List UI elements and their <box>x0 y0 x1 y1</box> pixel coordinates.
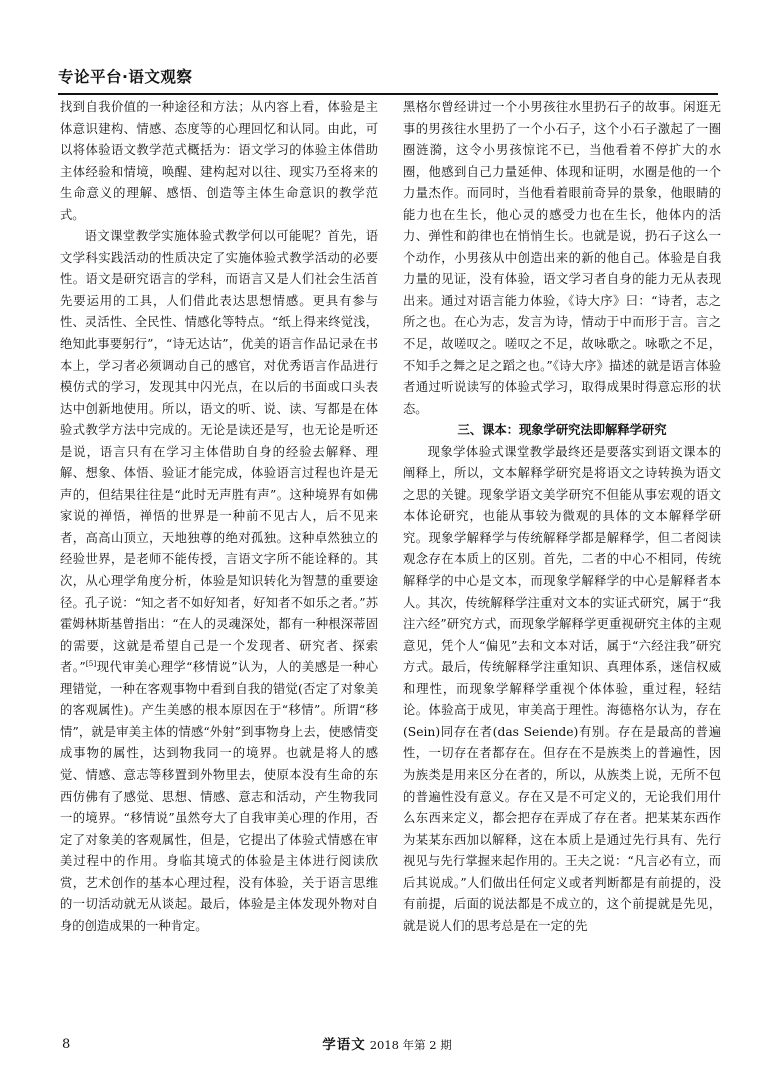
page-number: 8 <box>62 1037 71 1052</box>
paragraph: 黑格尔曾经讲过一个小男孩往水里扔石子的故事。闲逛无事的男孩往水里扔了一个小石子，这个小石子激起了一圈圈涟漪，这令小男孩惊诧不已，当他看着不停扩大的水圈，他感到自己力量延伸、体现和证明，水圈是他的一个力量杰作。而同时，当他看着眼前奇异的景象，他眼睛的能力也在生长，他心灵的感受力也在生长，他体内的活力、弹性和韵律也在悄悄生长。也就是说，扔石子这么一个动作，小男孩从中创造出来的新的他自己。体验是自我力量的见证，没有体验，语文学习者自身的能力无从表现出来。通过对语言能力体验，《诗大序》曰：“诗者，志之所之也。在心为志，发言为诗，情动于中而形于言。言之不足，故嗟叹之。嗟叹之不足，故咏歌之。咏歌之不足，不知手之舞之足之蹈之也。”《诗大序》描述的就是语言体验者通过听说读写的体验式学习，取得成果时得意忘形的状态。 <box>403 100 721 416</box>
section-title: 专论平台·语文观察 <box>58 68 193 86</box>
journal-issue: 2018 年第 2 期 <box>369 1038 452 1052</box>
header-rule <box>58 93 718 95</box>
paragraph-text: 语文课堂教学实施体验式教学何以可能呢？首先，语文学科实践活动的性质决定了实施体验式教学活动的必要性。语文是研究语言的学科，而语言又是人们社会生活首先要运用的工具，人们借此表达思想情感。更具有参与性、灵活性、全民性、情感化等特点。“纸上得来终觉浅，绝知此事要躬行”，“诗无达诂”，优美的语言作品记录在书本上，学习者必须调动自己的感官，对优秀语言作品进行模仿式的学习，发现其中闪光点，在以后的书面或口头表达中创新地使用。所以，语文的听、说、读、写都是在体验式教学方法中完成的。无论是读还是写，也无论是听还是说，语言只有在学习主体借助自身的经验去解释、理解、想象、体悟、验证才能完成，体验语言过程也许是无声的，但结果往往是“此时无声胜有声”。这种境界有如佛家说的禅悟，禅悟的世界是一种前不见古人，后不见来者，高高山顶立，天地独尊的绝对孤独。这种卓然独立的经验世界，是老师不能传授，言语文字所不能诠释的。其次，从心理学角度分析，体验是知识转化为智慧的重要途径。孔子说：“知之者不如好知者，好知者不如乐之者。”苏霍姆林斯基曾指出：“在人的灵魂深处，都有一种根深蒂固的需要，这就是希望自己是一个发现者、研究者、探索者。” <box>60 229 378 675</box>
section-heading: 三、课本：现象学研究法即解释学研究 <box>457 423 667 438</box>
paragraph <box>60 226 378 937</box>
journal-info <box>0 1037 774 1053</box>
page-header <box>58 66 718 88</box>
citation-marker: [5] <box>85 659 97 669</box>
paragraph: 现象学体验式课堂教学最终还是要落实到语文课本的阐释上，所以，文本解释学研究是将语文之诗转换为语文之思的关键。现象学语文美学研究不但能从事宏观的语文本体论研究，也能从事较为微观的具体的文本解释学研究。现象学解释学与传统解释学都是解释学，但二者阅读观念存在本质上的区别。首先，二者的中心不相同，传统解释学的中心是文本，而现象学解释学的中心是解释者本人。其次，传统解释学注重对文本的实证式研究，属于“我注六经”研究方式，而现象学解释学更重视研究主体的主观意见，凭个人“偏见”去和文本对话，属于“六经注我”研究方式。最后，传统解释学注重知识、真理体系，迷信权威和理性，而现象学解释学重视个体体验，重过程，轻结论。体验高于成见，审美高于理性。海德格尔认为，存在(Sein)同存在者(das Seiende)有别。存在是最高的普遍性，一切存在者都存在。但存在不是族类上的普遍性，因为族类是用来区分在者的，所以，从族类上说，无所不包的普遍性没有意义。存在又是不可定义的，无论我们用什么东西来定义，都会把存在弄成了存在者。把某某东西作为某某东西加以解释，这在本质上是通过先行具有、先行视见与先行掌握来起作用的。王夫之说：“凡言必有立，而后其说成。”人们做出任何定义或者判断都是有前提的，没有前提，后面的说法都是不成立的，这个前提就是先见，就是说人们的思考总是在一定的先 <box>403 444 721 933</box>
paragraph-text: 现代审美心理学“移情说”认为，人的美感是一种心理错觉，一种在客观事物中看到自我的错觉(否定了对象美的客观属性)。产生美感的根本原因在于“移情”。所谓“移情”，就是审美主体的情感“外射”到事物身上去，使感情变成事物的属性，达到物我同一的境界。也就是将人的感觉、情感、意志等移置到外物里去，使原本没有生命的东西仿佛有了感觉、思想、情感、意志和活动，产生物我同一的境界。“移情说”虽然夸大了自我审美心理的作用，否定了对象美的客观属性，但是，它提出了体验式情感在审美过程中的作用。身临其境式的体验是主体进行阅读欣赏，艺术创作的基本心理过程，没有体验，关于语言思维的一切活动就无从谈起。最后，体验是主体发现外物对自身的创造成果的一种肯定。 <box>60 660 379 933</box>
right-column <box>403 97 721 937</box>
paragraph: 找到自我价值的一种途径和方法；从内容上看，体验是主体意识建构、情感、态度等的心理回忆和认同。由此，可以将体验语文教学范式概括为：语文学习的体验主体借助主体经验和情境，唤醒、建构起对以往、现实乃至将来的生命意义的理解、感悟、创造等主体生命意识的教学范式。 <box>60 100 378 222</box>
journal-name: 学语文 <box>322 1037 366 1053</box>
left-column <box>60 97 378 937</box>
